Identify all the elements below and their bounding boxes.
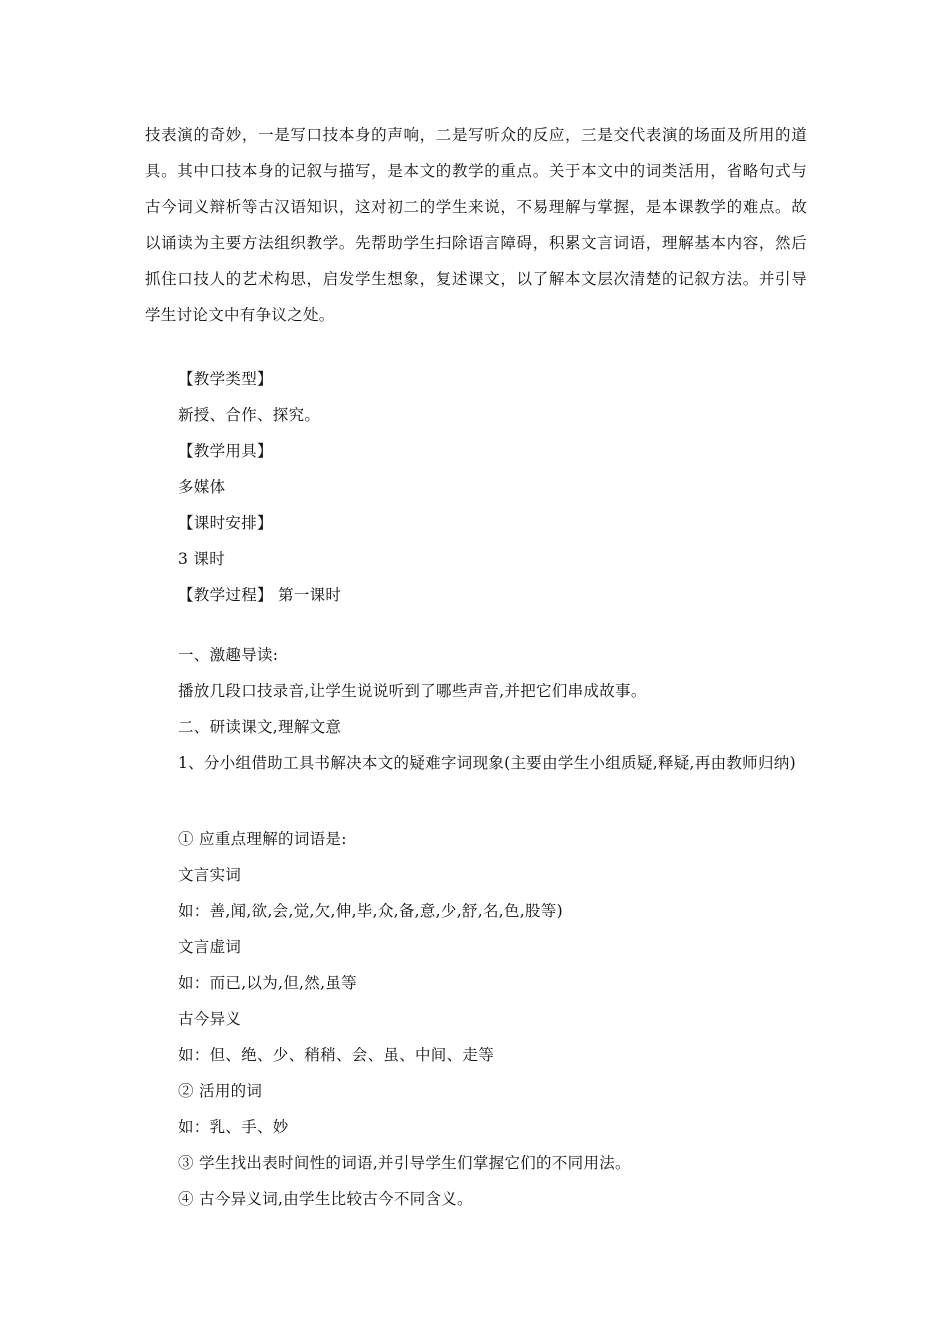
schedule-value: 3 课时 [178,550,225,568]
process-heading: 【教学过程】 第一课时 [178,586,342,604]
content-words-label: 文言实词 [178,866,242,884]
step2-item1: 1、分小组借助工具书解决本文的疑难字词现象(主要由学生小组质疑,释疑,再由教师归纳) [178,754,796,772]
step2-title: 二、研读课文,理解文意 [178,718,342,736]
teaching-type-value: 新授、合作、探究。 [178,406,321,424]
function-words-examples: 如：而已,以为,但,然,虽等 [178,974,357,992]
key-words-heading: ① 应重点理解的词语是: [178,830,347,848]
ancient-modern-examples: 如：但、绝、少、稍稍、会、虽、中间、走等 [178,1046,495,1064]
teaching-tools-heading: 【教学用具】 [178,442,273,460]
teaching-tools-value: 多媒体 [178,478,226,496]
content-words-examples: 如：善,闻,欲,会,觉,欠,伸,毕,众,备,意,少,舒,名,色,股等) [178,902,563,920]
flexible-words-heading: ② 活用的词 [178,1082,263,1100]
function-words-label: 文言虚词 [178,938,242,956]
step1-title: 一、激趣导读: [178,646,279,664]
schedule-heading: 【课时安排】 [178,514,273,532]
time-words-item: ③ 学生找出表时间性的词语,并引导学生们掌握它们的不同用法。 [178,1154,631,1172]
step1-body: 播放几段口技录音,让学生说说听到了哪些声音,并把它们串成故事。 [178,682,647,700]
ancient-modern-label: 古今异义 [178,1010,242,1028]
ancient-modern-item: ④ 古今异义词,由学生比较古今不同含义。 [178,1190,473,1208]
teaching-type-heading: 【教学类型】 [178,370,273,388]
intro-paragraph: 技表演的奇妙，一是写口技本身的声响，二是写听众的反应，三是交代表演的场面及所用的道具。其中口技本身的记叙与描写，是本文的教学的重点。关于本文中的词类活用，省略句式与古今词义辩析等古汉语知识，这对初二的学生来说，不易理解与掌握，是本课教学的难点。故以诵读为主要方法组织教学。先帮助学生扫除语言障碍，积累文言词语，理解基本内容，然后抓住口技人的艺术构思，启发学生想象，复述课文，以了解本文层次清楚的记叙方法。并引导学生讨论文中有争议之处。 [145,126,807,324]
flexible-words-examples: 如：乳、手、妙 [178,1118,289,1136]
